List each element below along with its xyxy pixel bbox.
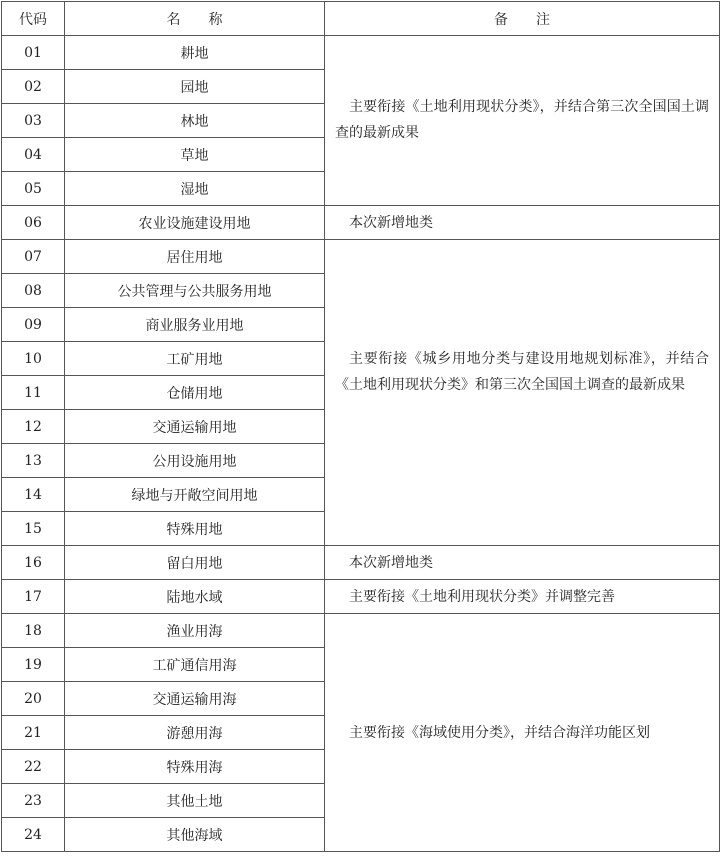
row-name: 仓储用地: [65, 376, 325, 410]
row-name: 商业服务业用地: [65, 308, 325, 342]
row-name: 渔业用海: [65, 614, 325, 648]
row-code: 12: [2, 410, 65, 444]
row-name: 陆地水域: [65, 580, 325, 614]
row-name: 居住用地: [65, 240, 325, 274]
table-row: [2, 546, 720, 580]
table-row: [2, 36, 720, 70]
row-note-group-01-05: 主要衔接《土地利用现状分类》，并结合第三次全国国土调查的最新成果: [325, 36, 720, 206]
row-name: 公共管理与公共服务用地: [65, 274, 325, 308]
row-code: 22: [2, 750, 65, 784]
row-note-group-07-15: 主要衔接《城乡用地分类与建设用地规划标准》，并结合《土地利用现状分类》和第三次全国国土调查的最新成果: [325, 240, 720, 546]
row-name: 林地: [65, 104, 325, 138]
row-code: 16: [2, 546, 65, 580]
row-code: 07: [2, 240, 65, 274]
table-row: [2, 206, 720, 240]
row-name: 特殊用海: [65, 750, 325, 784]
row-code: 17: [2, 580, 65, 614]
row-code: 02: [2, 70, 65, 104]
row-code: 03: [2, 104, 65, 138]
row-name: 游憩用海: [65, 716, 325, 750]
row-name: 湿地: [65, 172, 325, 206]
row-code: 09: [2, 308, 65, 342]
row-name: 其他土地: [65, 784, 325, 818]
row-note-06: 本次新增地类: [325, 206, 720, 240]
table-row: [2, 240, 720, 274]
row-note-17: 主要衔接《土地利用现状分类》并调整完善: [325, 580, 720, 614]
row-code: 19: [2, 648, 65, 682]
row-note-16: 本次新增地类: [325, 546, 720, 580]
row-name: 特殊用地: [65, 512, 325, 546]
row-code: 24: [2, 818, 65, 852]
land-use-classification-table: [1, 1, 720, 852]
row-name: 绿地与开敞空间用地: [65, 478, 325, 512]
row-name: 工矿通信用海: [65, 648, 325, 682]
row-code: 21: [2, 716, 65, 750]
row-name: 交通运输用海: [65, 682, 325, 716]
row-code: 05: [2, 172, 65, 206]
row-name: 农业设施建设用地: [65, 206, 325, 240]
row-code: 13: [2, 444, 65, 478]
header-name: 名 称: [65, 2, 325, 36]
header-note: 备 注: [325, 2, 720, 36]
row-name: 耕地: [65, 36, 325, 70]
row-name: 草地: [65, 138, 325, 172]
row-name: 园地: [65, 70, 325, 104]
row-code: 04: [2, 138, 65, 172]
row-code: 23: [2, 784, 65, 818]
table-row: [2, 580, 720, 614]
row-code: 10: [2, 342, 65, 376]
header-code: 代码: [2, 2, 65, 36]
row-name: 公用设施用地: [65, 444, 325, 478]
row-code: 20: [2, 682, 65, 716]
row-name: 留白用地: [65, 546, 325, 580]
table-row: [2, 614, 720, 648]
table-header-row: [2, 2, 720, 36]
row-code: 15: [2, 512, 65, 546]
row-code: 01: [2, 36, 65, 70]
row-code: 06: [2, 206, 65, 240]
row-name: 工矿用地: [65, 342, 325, 376]
row-note-group-18-24: 主要衔接《海域使用分类》，并结合海洋功能区划: [325, 614, 720, 852]
row-code: 18: [2, 614, 65, 648]
row-code: 11: [2, 376, 65, 410]
row-code: 14: [2, 478, 65, 512]
row-code: 08: [2, 274, 65, 308]
row-name: 交通运输用地: [65, 410, 325, 444]
row-name: 其他海域: [65, 818, 325, 852]
